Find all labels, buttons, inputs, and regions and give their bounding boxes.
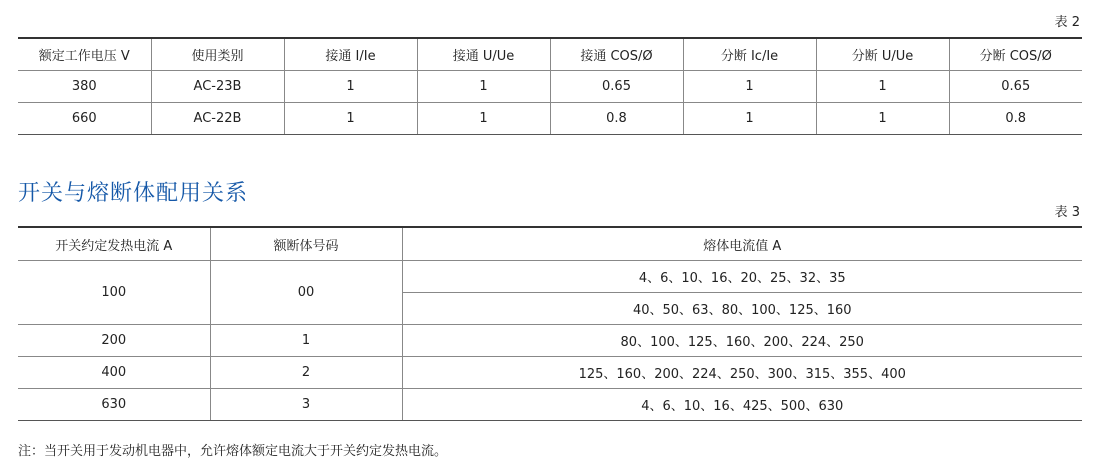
table2-cell: 0.8 [949, 103, 1082, 135]
table-row [18, 325, 1082, 357]
footnote: 注：当开关用于发动机电器中，允许熔体额定电流大于开关约定发热电流。 [18, 444, 448, 459]
table2-cell: 1 [683, 103, 816, 135]
table3-header-cell: 开关约定发热电流 A [18, 227, 210, 261]
table3-code-cell: 3 [210, 389, 402, 421]
table3-values-cell: 40、50、63、80、100、125、160 [402, 293, 1082, 325]
table2-cell: 1 [417, 71, 550, 103]
table2-label: 表 2 [1054, 15, 1080, 30]
table3-label: 表 3 [1054, 205, 1080, 220]
table3-current-cell: 400 [18, 357, 210, 389]
table3 [18, 226, 1082, 421]
table3-header-cell: 额断体号码 [210, 227, 402, 261]
table2-header-cell: 接通 I/Ie [284, 38, 417, 71]
table-row [18, 103, 1082, 135]
table2-header-cell: 分断 COS/Ø [949, 38, 1082, 71]
table2-cell: 1 [816, 103, 949, 135]
table-row [18, 389, 1082, 421]
table2-header-cell: 接通 U/Ue [417, 38, 550, 71]
table2-cell: 0.65 [949, 71, 1082, 103]
table2-header-cell: 分断 U/Ue [816, 38, 949, 71]
table2-cell: 1 [284, 71, 417, 103]
table-row [18, 261, 1082, 293]
table3-current-cell: 630 [18, 389, 210, 421]
table3-values-cell: 125、160、200、224、250、300、315、355、400 [402, 357, 1082, 389]
table3-current-cell: 100 [18, 261, 210, 325]
table2-cell: 380 [18, 71, 151, 103]
table3-values-cell: 80、100、125、160、200、224、250 [402, 325, 1082, 357]
table3-values-cell: 4、6、10、16、20、25、32、35 [402, 261, 1082, 293]
table2-cell: 1 [417, 103, 550, 135]
table2-cell: AC-22B [151, 103, 284, 135]
table2-header-cell: 额定工作电压 V [18, 38, 151, 71]
table3-header-row [18, 227, 1082, 261]
section-heading: 开关与熔断体配用关系 [18, 181, 249, 206]
table3-code-cell: 00 [210, 261, 402, 325]
table3-values-cell: 4、6、10、16、425、500、630 [402, 389, 1082, 421]
table2-cell: 1 [284, 103, 417, 135]
table2-cell: AC-23B [151, 71, 284, 103]
table3-code-cell: 1 [210, 325, 402, 357]
table2-cell: 1 [816, 71, 949, 103]
table2-header-cell: 接通 COS/Ø [550, 38, 683, 71]
table-row [18, 357, 1082, 389]
table2-header-cell: 分断 Ic/Ie [683, 38, 816, 71]
table2-cell: 660 [18, 103, 151, 135]
table3-header-cell: 熔体电流值 A [402, 227, 1082, 261]
table2-header-row [18, 38, 1082, 71]
table3-current-cell: 200 [18, 325, 210, 357]
table3-code-cell: 2 [210, 357, 402, 389]
table2-cell: 0.8 [550, 103, 683, 135]
table-row [18, 71, 1082, 103]
table2-header-cell: 使用类别 [151, 38, 284, 71]
table2-cell: 1 [683, 71, 816, 103]
table2-cell: 0.65 [550, 71, 683, 103]
table2 [18, 37, 1082, 135]
